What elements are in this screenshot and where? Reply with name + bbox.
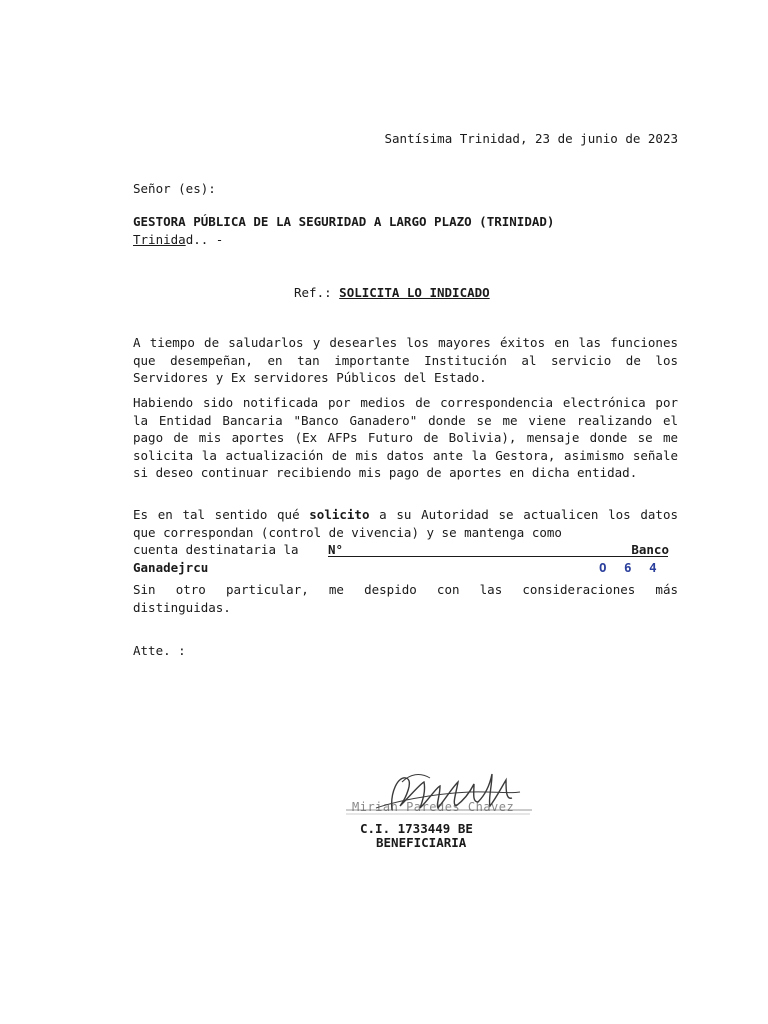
request-text-before: Es en tal sentido qué — [133, 507, 310, 522]
signatory-id: C.I. 1733449 BE — [360, 821, 473, 836]
account-lead: cuenta destinataria la — [133, 542, 299, 557]
signature-block — [340, 762, 540, 822]
recipient-institution: GESTORA PÚBLICA DE LA SEGURIDAD A LARGO PLAZO (TRINIDAD) — [133, 214, 555, 229]
account-bank-name: Banco — [631, 542, 669, 557]
ref-label: Ref.: — [294, 285, 332, 300]
reference-line — [294, 284, 490, 302]
paragraph-notification: Habiendo sido notificada por medios de correspondencia electrónica por la Entidad Bancaria "Banco Ganadero" donde se me viene realizando el pago de mis aportes (Ex AFPs Futuro de Bolivia), mensaje donde se me solicita la actualización de mis datos ante la Gestora, asimismo señale si deseo continuar recibiendo mis pago de aportes en dicha entidad. — [133, 395, 678, 480]
recipient-city — [133, 231, 223, 249]
signatory-name: Mirian Paredes Chavez — [352, 800, 515, 814]
city-underlined: Trinida — [133, 232, 186, 247]
account-bank-name-cont: Ganadejrcu — [133, 560, 209, 575]
closing: Atte. : — [133, 643, 186, 658]
request-keyword: solicito — [309, 507, 370, 522]
signatory-role: BENEFICIARIA — [376, 835, 467, 850]
paragraph-greeting: A tiempo de saludarlos y desearles los mayores éxitos en las funciones que desempeñan, en tan importante Institución al servicio de los Servidores y Ex servidores Públicos del Estado. — [133, 335, 678, 385]
handwritten-signature — [340, 762, 540, 822]
ref-subject: SOLICITA LO INDICADO — [339, 285, 490, 300]
city-rest: d.. - — [185, 232, 224, 247]
paragraph-request — [133, 506, 678, 541]
account-number-label: N° — [328, 541, 668, 557]
date-line: Santísima Trinidad, 23 de junio de 2023 — [384, 131, 678, 146]
salutation: Señor (es): — [133, 181, 216, 196]
paragraph-farewell: Sin otro particular, me despido con las consideraciones más distinguidas. — [133, 582, 678, 615]
account-digits: O 6 4 — [599, 560, 662, 575]
request-text-after: a su Autoridad se actualicen los datos que correspondan (control de vivencia) y se mantenga como — [133, 507, 678, 540]
account-line — [133, 541, 678, 577]
